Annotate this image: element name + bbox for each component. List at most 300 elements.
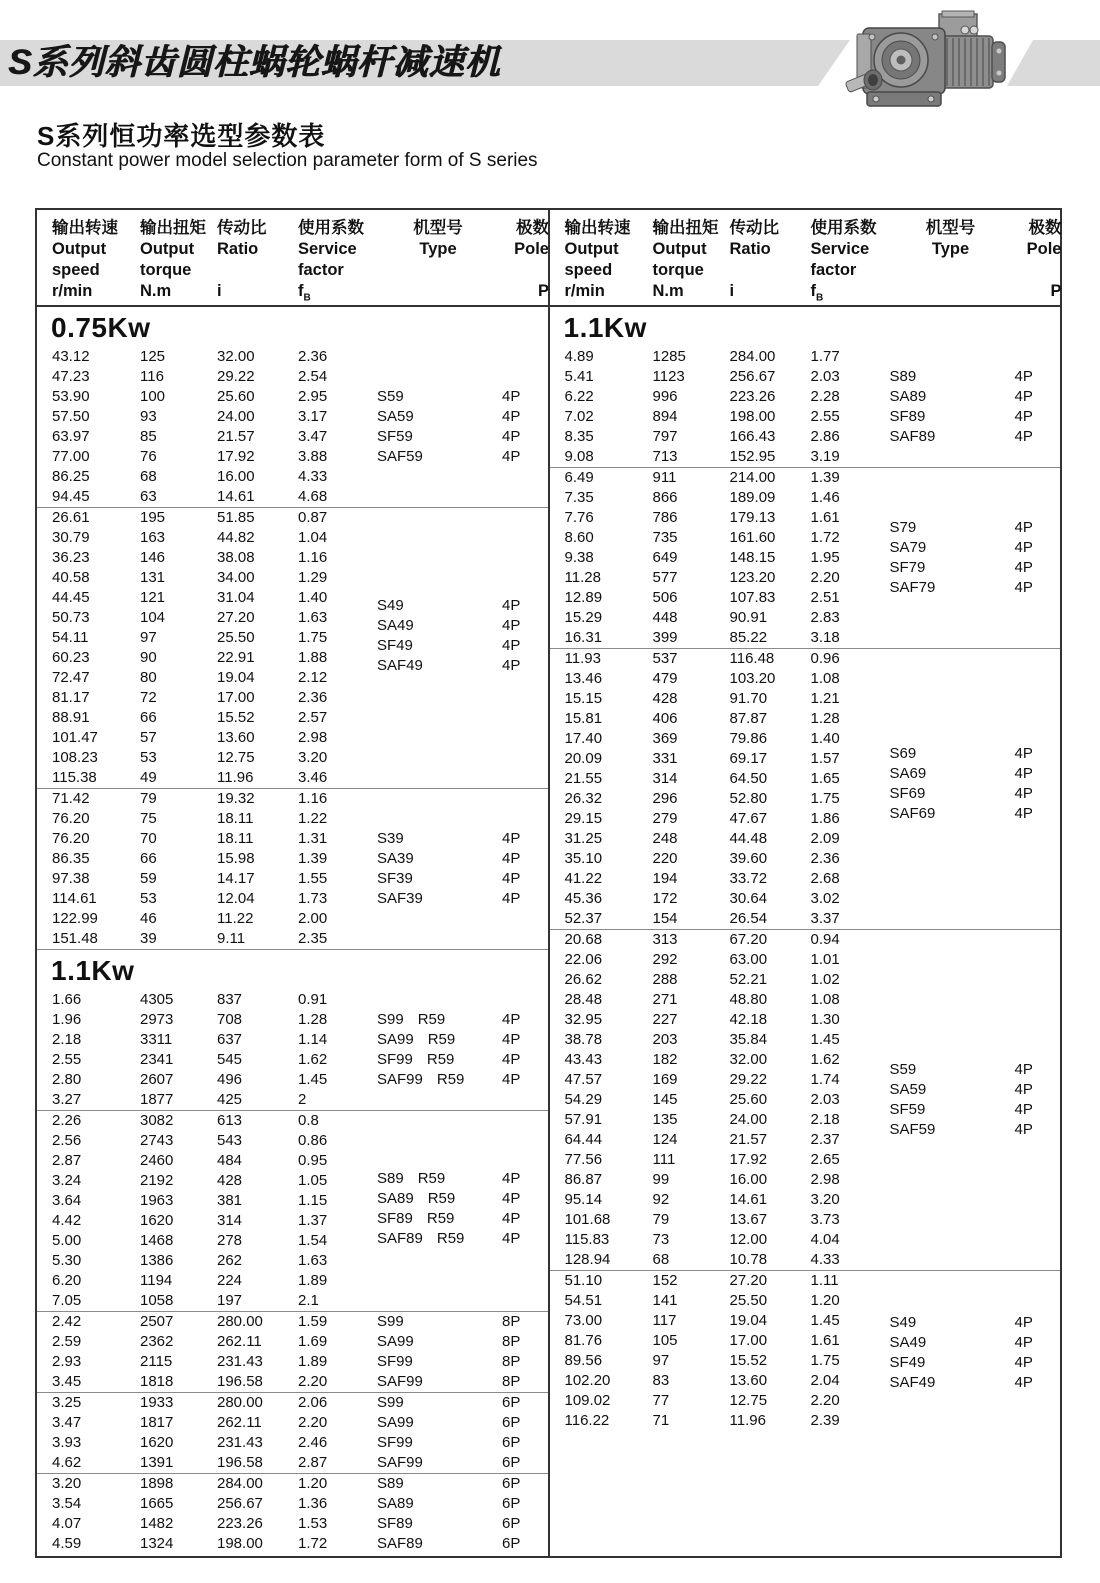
table-row: [550, 990, 1061, 1010]
type-pole-block: [377, 1312, 549, 1392]
type-label: SF69: [889, 785, 926, 802]
cell-ratio: 12.75: [217, 749, 255, 766]
cell-ratio: 15.52: [729, 1352, 768, 1369]
type-pole-block: [377, 1169, 549, 1249]
column-header-line: Output: [652, 240, 707, 258]
cell-factor: 2.35: [298, 930, 328, 947]
table-row: [550, 950, 1061, 970]
column-header-line: Type: [931, 240, 970, 258]
column-header-line: speed: [52, 261, 100, 279]
type-label: SF99: [377, 1051, 413, 1068]
type-pole-line: [377, 869, 549, 889]
cell-ratio: 34.00: [217, 569, 255, 586]
cell-speed: 52.37: [564, 910, 603, 927]
cell-torque: 117: [652, 1312, 677, 1329]
cell-torque: 1620: [140, 1434, 174, 1451]
table-row: [550, 849, 1061, 869]
cell-speed: 95.14: [564, 1191, 603, 1208]
cell-ratio: 262: [217, 1252, 243, 1269]
cell-speed: 6.22: [564, 388, 594, 405]
pole-value: 6P: [502, 1515, 521, 1532]
page-subtitle: Constant power model selection parameter form of S series: [37, 150, 538, 171]
cell-speed: 21.55: [564, 770, 603, 787]
cell-speed: 102.20: [564, 1372, 611, 1389]
table-row: [550, 1391, 1061, 1411]
type-label: SF49: [377, 637, 413, 654]
cell-factor: 2.20: [810, 569, 840, 586]
cell-factor: 1.31: [298, 830, 328, 847]
type-label: SA99: [377, 1333, 414, 1350]
type-pole-line: [890, 1313, 1062, 1333]
cell-factor: 1.63: [298, 609, 328, 626]
type-pole-line: [377, 1050, 549, 1070]
cell-speed: 20.09: [564, 750, 603, 767]
table-row: [550, 1030, 1061, 1050]
cell-speed: 44.45: [52, 589, 90, 606]
cell-torque: 406: [652, 710, 678, 727]
cell-torque: 83: [652, 1372, 670, 1389]
table-row: [37, 1251, 548, 1271]
cell-speed: 2.55: [52, 1051, 82, 1068]
type-pole-block: [890, 744, 1062, 824]
cell-speed: 2.93: [52, 1353, 82, 1370]
cell-speed: 97.38: [52, 870, 90, 887]
type-label: SA49: [377, 617, 414, 634]
cell-factor: 1.16: [298, 790, 328, 807]
cell-speed: 72.47: [52, 669, 90, 686]
cell-torque: 479: [652, 670, 678, 687]
table-row: [550, 608, 1061, 628]
table-row: [37, 347, 548, 367]
column-header: [730, 218, 808, 302]
cell-factor: 1.89: [298, 1272, 328, 1289]
type-label: SF59: [377, 428, 413, 445]
type-pole-line: [377, 1393, 549, 1413]
cell-speed: 4.89: [564, 348, 594, 365]
cell-ratio: 231.43: [217, 1353, 263, 1370]
type-variant-label: R59: [426, 1210, 455, 1227]
type-pole-line: [377, 1494, 549, 1514]
cell-torque: 172: [652, 890, 678, 907]
cell-torque: 79: [140, 790, 157, 807]
cell-ratio: 44.82: [217, 529, 255, 546]
column-header: [811, 218, 887, 302]
type-label: SAF99: [377, 1373, 423, 1390]
cell-factor: 2.95: [298, 388, 328, 405]
type-pole-line: [377, 407, 549, 427]
type-pole-line: [890, 804, 1062, 824]
cell-torque: 121: [140, 589, 166, 606]
pole-value: 6P: [502, 1414, 521, 1431]
cell-speed: 17.40: [564, 730, 603, 747]
cell-ratio: 198.00: [729, 408, 776, 425]
type-label: SA89: [377, 1495, 414, 1512]
cell-speed: 20.68: [564, 931, 603, 948]
pole-value: 4P: [502, 657, 521, 674]
type-pole-line: [890, 558, 1062, 578]
pole-value: 4P: [1014, 388, 1033, 405]
column-header-line: torque: [140, 261, 192, 279]
cell-torque: 1123: [652, 368, 685, 385]
cell-ratio: 25.50: [729, 1292, 768, 1309]
pole-value: 8P: [502, 1333, 521, 1350]
cell-factor: 2.83: [810, 609, 840, 626]
column-header-line: torque: [652, 261, 704, 279]
type-label: SA79: [889, 539, 927, 556]
column-header-line: Type: [419, 240, 457, 258]
pole-value: 4P: [1014, 785, 1033, 802]
cell-ratio: 33.72: [729, 870, 768, 887]
table-row: [37, 367, 548, 387]
cell-speed: 4.59: [52, 1535, 82, 1552]
cell-factor: 1.62: [298, 1051, 328, 1068]
cell-ratio: 29.22: [217, 368, 255, 385]
cell-speed: 151.48: [52, 930, 98, 947]
cell-ratio: 27.20: [729, 1272, 768, 1289]
cell-speed: 15.29: [564, 609, 603, 626]
table-row: [550, 689, 1061, 709]
cell-factor: 2.98: [298, 729, 328, 746]
cell-factor: 1.54: [298, 1232, 328, 1249]
table-half-left: [37, 210, 548, 1556]
pole-value: 4P: [1014, 1354, 1033, 1371]
type-pole-line: [377, 1474, 549, 1494]
cell-torque: 4305: [140, 991, 174, 1008]
cell-torque: 68: [652, 1251, 670, 1268]
pole-value: 4P: [1014, 368, 1033, 385]
cell-speed: 54.29: [564, 1091, 603, 1108]
cell-speed: 94.45: [52, 488, 90, 505]
cell-torque: 537: [652, 650, 678, 667]
table-row: [550, 447, 1061, 467]
table-row: [37, 1090, 548, 1110]
cell-factor: 1.59: [298, 1313, 328, 1330]
column-header-line: Output: [564, 240, 619, 258]
cell-factor: 1.65: [810, 770, 840, 787]
cell-ratio: 24.00: [217, 408, 255, 425]
cell-ratio: 280.00: [217, 1313, 263, 1330]
cell-speed: 57.91: [564, 1111, 603, 1128]
table-row: [550, 628, 1061, 648]
cell-speed: 3.25: [52, 1394, 82, 1411]
cell-torque: 1620: [140, 1212, 174, 1229]
cell-speed: 64.44: [564, 1131, 603, 1148]
cell-torque: 911: [652, 469, 677, 486]
cell-speed: 12.89: [564, 589, 603, 606]
table-row: [37, 1131, 548, 1151]
cell-torque: 124: [652, 1131, 678, 1148]
cell-ratio: 87.87: [729, 710, 768, 727]
type-label: S79: [889, 519, 917, 536]
cell-torque: 399: [652, 629, 678, 646]
cell-speed: 6.49: [564, 469, 594, 486]
cell-ratio: 25.50: [217, 629, 255, 646]
power-section-title: 1.1Kw: [51, 955, 135, 986]
cell-ratio: 63.00: [729, 951, 768, 968]
cell-factor: 3.19: [810, 448, 840, 465]
type-variant-label: R59: [417, 1011, 446, 1028]
cell-ratio: 198.00: [217, 1535, 263, 1552]
cell-ratio: 496: [217, 1071, 243, 1088]
pole-value: 4P: [502, 1011, 521, 1028]
column-header-line: Service: [810, 240, 870, 258]
type-pole-line: [377, 1534, 549, 1554]
type-pole-block: [377, 596, 549, 676]
cell-factor: 2.09: [810, 830, 840, 847]
cell-ratio: 25.60: [729, 1091, 768, 1108]
table-row: [550, 889, 1061, 909]
cell-ratio: 32.00: [217, 348, 255, 365]
cell-ratio: 21.57: [729, 1131, 768, 1148]
cell-speed: 77.00: [52, 448, 90, 465]
pole-value: 4P: [502, 1031, 521, 1048]
cell-torque: 70: [140, 830, 157, 847]
pole-value: 4P: [1014, 1334, 1033, 1351]
column-header: [653, 218, 727, 302]
cell-ratio: 107.83: [729, 589, 776, 606]
type-label: SA89: [889, 388, 927, 405]
cell-ratio: 103.20: [729, 670, 776, 687]
type-label: SAF99: [377, 1454, 423, 1471]
cell-torque: 99: [652, 1171, 670, 1188]
cell-speed: 43.12: [52, 348, 90, 365]
type-pole-line: [890, 407, 1062, 427]
cell-ratio: 52.21: [729, 971, 768, 988]
cell-torque: 369: [652, 730, 678, 747]
cell-speed: 2.87: [52, 1152, 82, 1169]
type-pole-line: [377, 1312, 549, 1332]
cell-torque: 649: [652, 549, 678, 566]
cell-factor: 1.73: [298, 890, 328, 907]
cell-ratio: 13.60: [729, 1372, 768, 1389]
type-pole-block: [890, 1060, 1062, 1140]
type-label: SAF79: [889, 579, 936, 596]
cell-speed: 63.97: [52, 428, 90, 445]
cell-factor: 1.40: [298, 589, 328, 606]
type-label: SA49: [889, 1334, 927, 1351]
cell-ratio: 32.00: [729, 1051, 768, 1068]
cell-factor: 1.88: [298, 649, 328, 666]
type-variant-label: R59: [436, 1071, 465, 1088]
cell-speed: 5.41: [564, 368, 594, 385]
cell-factor: 2.18: [810, 1111, 840, 1128]
table-row: [550, 1150, 1061, 1170]
cell-ratio: 27.20: [217, 609, 255, 626]
type-label: SF79: [889, 559, 926, 576]
type-pole-line: [890, 764, 1062, 784]
cell-factor: 3.46: [298, 769, 328, 786]
table-row: [37, 1271, 548, 1291]
column-header-line: [377, 260, 499, 281]
cell-factor: 3.17: [298, 408, 328, 425]
cell-torque: 2973: [140, 1011, 174, 1028]
cell-factor: 1.77: [810, 348, 840, 365]
pole-value: 6P: [502, 1475, 521, 1492]
type-variant-label: R59: [427, 1031, 456, 1048]
type-pole-line: [377, 1453, 549, 1473]
cell-torque: 135: [652, 1111, 678, 1128]
column-header-line: [217, 260, 295, 281]
table-row: [37, 789, 548, 809]
column-header-line: speed: [564, 261, 613, 279]
cell-ratio: 197: [217, 1292, 243, 1309]
cell-ratio: 637: [217, 1031, 243, 1048]
cell-speed: 15.81: [564, 710, 603, 727]
cell-factor: 2: [298, 1091, 307, 1108]
type-label: SA69: [889, 765, 927, 782]
cell-factor: 1.45: [298, 1071, 328, 1088]
type-pole-block: [377, 1010, 549, 1090]
type-label: S89: [377, 1170, 404, 1187]
type-variant-label: R59: [426, 1051, 455, 1068]
cell-torque: 1963: [140, 1192, 174, 1209]
cell-ratio: 256.67: [217, 1495, 263, 1512]
type-variant-label: R59: [417, 1170, 446, 1187]
cell-ratio: 262.11: [217, 1333, 262, 1350]
cell-torque: 797: [652, 428, 678, 445]
cell-speed: 86.35: [52, 850, 90, 867]
type-pole-line: [890, 538, 1062, 558]
cell-speed: 47.23: [52, 368, 90, 385]
pole-value: 4P: [1014, 1374, 1033, 1391]
table-row: [37, 1151, 548, 1171]
cell-torque: 39: [140, 930, 157, 947]
table-row: [37, 728, 548, 748]
column-header: [140, 218, 214, 302]
cell-ratio: 9.11: [217, 930, 246, 947]
cell-factor: 1.08: [810, 991, 840, 1008]
table-row: [37, 909, 548, 929]
pole-value: 6P: [502, 1454, 521, 1471]
cell-factor: 2.36: [298, 689, 328, 706]
pole-value: 4P: [1014, 765, 1033, 782]
column-header-line: 极数: [516, 219, 549, 237]
table-row: [37, 487, 548, 507]
cell-ratio: 85.22: [729, 629, 768, 646]
cell-speed: 51.10: [564, 1272, 603, 1289]
cell-ratio: 16.00: [729, 1171, 768, 1188]
cell-ratio: 545: [217, 1051, 243, 1068]
cell-ratio: 223.26: [729, 388, 776, 405]
table-row: [550, 649, 1061, 669]
cell-torque: 53: [140, 890, 157, 907]
cell-torque: 71: [652, 1412, 670, 1429]
cell-ratio: 214.00: [729, 469, 776, 486]
cell-speed: 41.22: [564, 870, 603, 887]
table-row: [550, 909, 1061, 929]
cell-factor: 2.28: [810, 388, 840, 405]
cell-speed: 43.43: [564, 1051, 603, 1068]
cell-ratio: 91.70: [729, 690, 768, 707]
column-header: [52, 218, 137, 302]
type-pole-line: [377, 1413, 549, 1433]
cell-torque: 2192: [140, 1172, 174, 1189]
type-pole-line: [377, 889, 549, 909]
cell-ratio: 189.09: [729, 489, 776, 506]
cell-ratio: 25.60: [217, 388, 255, 405]
cell-torque: 163: [140, 529, 166, 546]
pole-value: 4P: [1014, 1101, 1033, 1118]
type-pole-line: [377, 1030, 549, 1050]
cell-factor: 0.87: [298, 509, 328, 526]
cell-speed: 101.68: [564, 1211, 611, 1228]
column-header-line: 输出扭矩: [140, 219, 206, 237]
cell-ratio: 21.57: [217, 428, 255, 445]
cell-torque: 1058: [140, 1292, 174, 1309]
cell-ratio: 52.80: [729, 790, 768, 807]
column-header-line: 输出扭矩: [652, 219, 719, 237]
cell-factor: 1.20: [298, 1475, 328, 1492]
cell-ratio: 224: [217, 1272, 243, 1289]
cell-factor: 0.95: [298, 1152, 328, 1169]
cell-torque: 63: [140, 488, 157, 505]
row-group: [550, 347, 1061, 467]
type-pole-line: [890, 1080, 1062, 1100]
cell-ratio: 19.04: [729, 1312, 768, 1329]
cell-torque: 577: [652, 569, 678, 586]
cell-factor: 2.54: [298, 368, 328, 385]
cell-torque: 1933: [140, 1394, 174, 1411]
cell-ratio: 11.22: [217, 910, 254, 927]
cell-torque: 3082: [140, 1112, 174, 1129]
column-header-line: 使用系数: [810, 219, 877, 237]
cell-factor: 1.16: [298, 549, 328, 566]
table-row: [550, 1170, 1061, 1190]
cell-speed: 115.83: [564, 1231, 610, 1248]
cell-torque: 288: [652, 971, 678, 988]
type-pole-line: [890, 1120, 1062, 1140]
cell-ratio: 30.64: [729, 890, 768, 907]
cell-ratio: 48.80: [729, 991, 768, 1008]
type-pole-block: [377, 1474, 549, 1554]
type-label: SAF39: [377, 890, 423, 907]
pole-value: 8P: [502, 1373, 521, 1390]
cell-ratio: 17.92: [729, 1151, 768, 1168]
table-row: [550, 468, 1061, 488]
cell-factor: 1.11: [810, 1272, 839, 1289]
cell-torque: 66: [140, 709, 157, 726]
cell-ratio: 51.85: [217, 509, 255, 526]
cell-torque: 2743: [140, 1132, 174, 1149]
cell-torque: 141: [652, 1292, 678, 1309]
cell-speed: 40.58: [52, 569, 90, 586]
table-row: [550, 669, 1061, 689]
cell-speed: 11.93: [564, 650, 601, 667]
cell-ratio: 278: [217, 1232, 243, 1249]
cell-factor: 1.61: [810, 1332, 840, 1349]
pole-value: 4P: [502, 1190, 521, 1207]
cell-torque: 46: [140, 910, 157, 927]
cell-speed: 45.36: [564, 890, 603, 907]
table-row: [550, 1010, 1061, 1030]
cell-factor: 1.57: [810, 750, 840, 767]
table-row: [550, 829, 1061, 849]
row-group: [37, 990, 548, 1110]
cell-torque: 271: [652, 991, 678, 1008]
cell-torque: 735: [652, 529, 678, 546]
type-label: SAF89: [377, 1535, 423, 1552]
cell-factor: 1.69: [298, 1333, 328, 1350]
table-row: [550, 869, 1061, 889]
power-section: [37, 949, 548, 1554]
type-pole-line: [377, 427, 549, 447]
table-header: [550, 210, 1061, 307]
cell-torque: 428: [652, 690, 678, 707]
cell-factor: 1.22: [298, 810, 328, 827]
cell-ratio: 837: [217, 991, 243, 1008]
table-row: [37, 528, 548, 548]
cell-speed: 3.54: [52, 1495, 82, 1512]
